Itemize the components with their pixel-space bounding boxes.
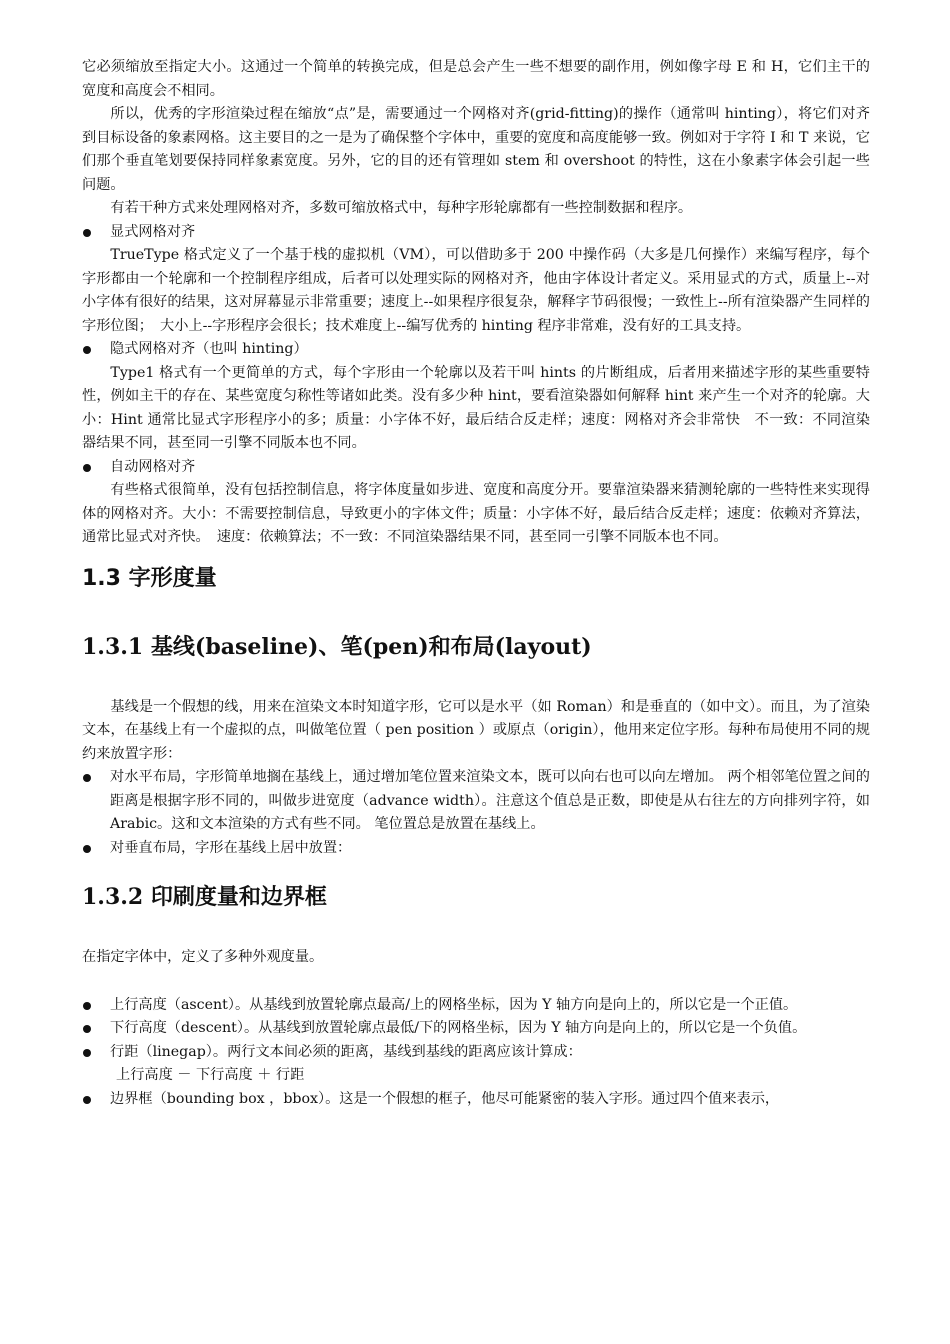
bullet-auto-hinting [82,456,870,480]
paragraph-baseline: 基线是一个假想的线，用来在渲染文本时知道字形，它可以是水平（如 Roman）和是垂直的（如中文）。而且，为了渲染文本，在基线上有一个虚拟的点，叫做笔位置（ pen position ）或原点（origin），他用来定位字形。每种布局使用不同的规约来放置字形： [82,698,870,762]
paragraph-type1: Type1 格式有一个更简单的方式，每个字形由一个轮廓以及若干叫 hints 的片断组成，后者用来描述字形的某些重要特性，例如主干的存在、某些宽度匀称性等诸如此类。没有多少种 hint，要看渲染器如何解释 hint 来产生一个对齐的轮廓。大小：Hint 通常比显式字形程序小的多；质量：小字体不好，最后结合反走样；速度：网格对齐会非常快 不一致：不同渲染器结果不同，甚至同一引擎不同版本也不同。 [82,364,870,451]
paragraph-grid-fitting: 所以，优秀的字形渲染过程在缩放“点”是，需要通过一个网格对齐(grid-fitting)的操作（通常叫 hinting），将它们对齐到目标设备的象素网格。这主要目的之一是为了确保整个字体中，重要的宽度和高度能够一致。例如对于字符 I 和 T 来说，它们那个垂直笔划要保持同样象素宽度。另外，它的目的还有管理如 stem 和 overshoot 的特性，这在小象素字体会引起一些问题。 [82,106,870,193]
bullet-ascent [82,994,870,1018]
bullet-label: 自动网格对齐 [110,458,196,475]
bullet-dot-icon [83,774,91,782]
linegap-formula: 上行高度 － 下行高度 ＋ 行距 [116,1067,305,1083]
bullet-horizontal-layout [82,766,870,837]
bullet-text: 对垂直布局，字形在基线上居中放置： [110,839,352,856]
bullet-bounding-box [82,1088,870,1112]
paragraph-grid-methods: 有若干种方式来处理网格对齐，多数可缩放格式中，每种字形轮廓都有一些控制数据和程序。 [110,200,693,216]
bullet-text: 边界框（bounding box ，bbox）。这是一个假想的框子，他尽可能紧密的装入字形。通过四个值来表示， [110,1090,780,1107]
bullet-text: 下行高度（descent）。从基线到放置轮廓点最低/下的网格坐标，因为 Y 轴方向是向上的，所以它是一个负值。 [110,1020,807,1036]
bullet-text: 上行高度（ascent）。从基线到放置轮廓点最高/上的网格坐标，因为 Y 轴方向是向上的，所以它是一个正值。 [110,996,798,1013]
paragraph-truetype: TrueType 格式定义了一个基于栈的虚拟机（VM），可以借助多于 200 中操作码（大多是几何操作）来编写程序，每个字形都由一个轮廓和一个控制程序组成，后者可以处理实际的网格对齐，他由字体设计者定义。采用显式的方式，质量上--对小字体有很好的结果，这对屏幕显示非常重要；速度上--如果程序很复杂，解释字节码很慢；一致性上--所有渲染器产生同样的字形位图； 大小上--字形程序会很长；技术难度上--编写优秀的 hinting 程序非常难，没有好的工具支持。 [82,247,870,334]
bullet-label: 隐式网格对齐（也叫 hinting） [110,341,308,357]
bullet-vertical-layout [82,837,870,861]
heading-baseline-pen-layout [82,630,870,664]
bullet-dot-icon [83,229,91,237]
bullet-dot-icon [83,1096,91,1104]
bullet-explicit-hinting [82,221,870,245]
bullet-text: 行距（linegap）。两行文本间必须的距离，基线到基线的距离应该计算成： [110,1043,582,1060]
heading-number: 1.3.1 [82,633,144,660]
bullet-text: 对水平布局，字形简单地搁在基线上，通过增加笔位置来渲染文本，既可以向右也可以向左增加。 两个相邻笔位置之间的距离是根据字形不同的，叫做步进宽度（advance width）。注意这个值总是正数，即使是从右往左的方向排列字符，如 Arabic。这和文本渲染的方式有些不同。 笔位置总是放置在基线上。 [110,769,870,832]
bullet-descent [82,1017,870,1041]
heading-glyph-metrics: 1.3 字形度量 [82,565,217,591]
bullet-dot-icon [83,1002,91,1010]
heading-typographic-metrics [82,880,870,914]
document-page [82,56,870,1111]
bullet-dot-icon [83,464,91,472]
heading-text: 基线(baseline)、笔(pen)和布局(layout) [143,633,592,660]
paragraph-auto: 有些格式很简单，没有包括控制信息，将字体度量如步进、宽度和高度分开。要靠渲染器来猜测轮廓的一些特性来实现得体的网格对齐。大小：不需要控制信息，导致更小的字体文件；质量：小字体不好，最后结合反走样；速度：依赖对齐算法，通常比显式对齐快。 速度：依赖算法；不一致：不同渲染器结果不同，甚至同一引擎不同版本也不同。 [82,482,870,545]
bullet-label: 显式网格对齐 [110,223,196,240]
heading-number: 1.3.2 [82,884,144,910]
paragraph-scaling: 它必须缩放至指定大小。这通过一个简单的转换完成，但是总会产生一些不想要的副作用，例如像字母 E 和 H，它们主干的宽度和高度会不相同。 [82,59,870,99]
heading-text: 印刷度量和边界框 [143,884,327,910]
bullet-dot-icon [83,346,91,354]
bullet-linegap [82,1041,870,1065]
bullet-dot-icon [83,845,91,853]
bullet-dot-icon [83,1025,91,1033]
bullet-implicit-hinting [82,338,870,362]
paragraph-metrics-intro: 在指定字体中，定义了多种外观度量。 [82,949,324,965]
bullet-dot-icon [83,1049,91,1057]
